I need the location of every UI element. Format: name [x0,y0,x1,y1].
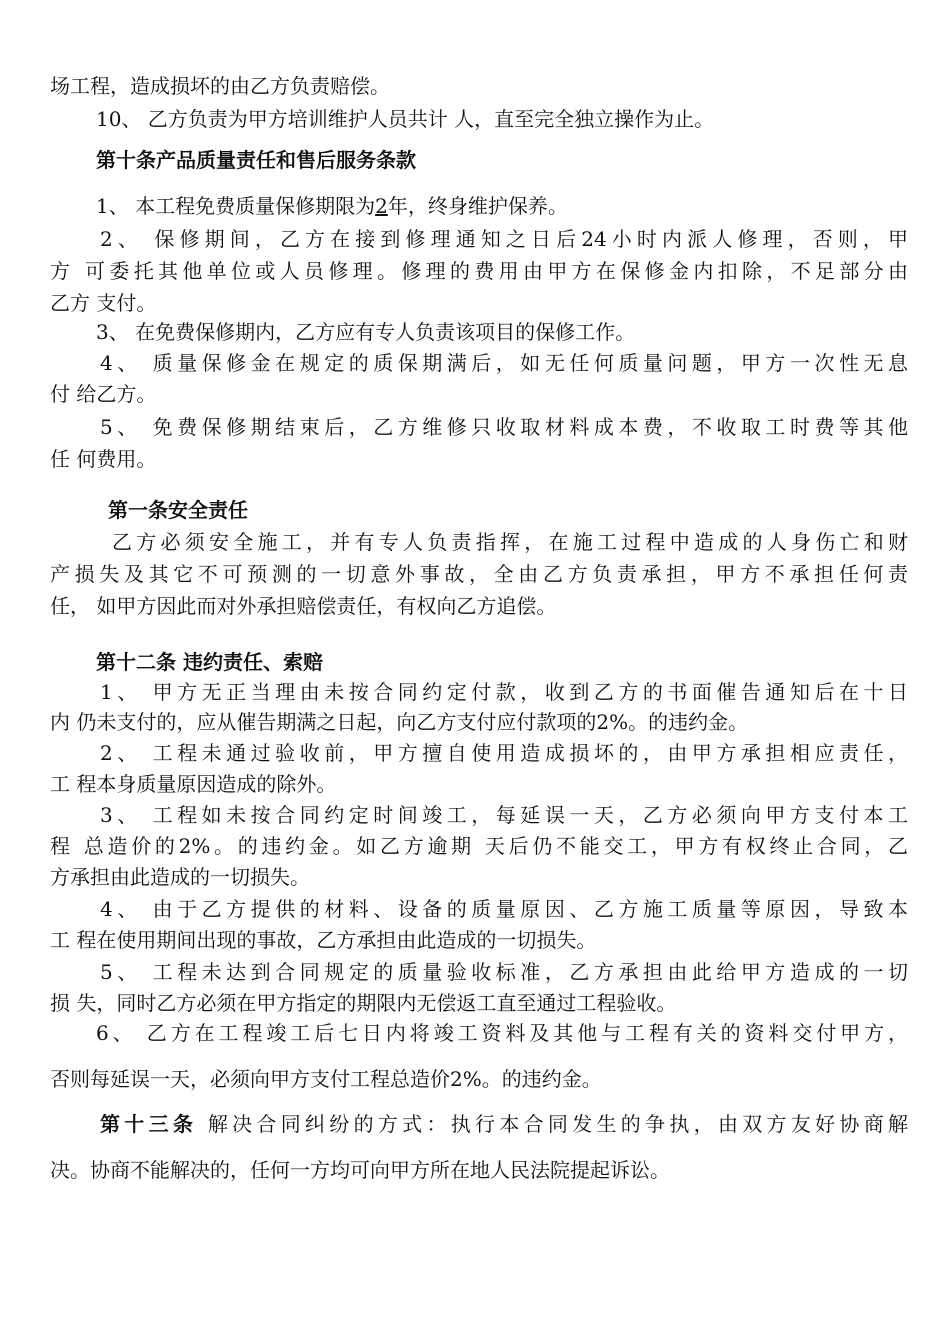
paragraph-line: 决。协商不能解决的，任何一方均可向甲方所在地人民法院提起诉讼。 [50,1158,670,1182]
text-line: 方承担由此造成的一切损失。 [50,865,310,889]
clause-item: 1、 甲方无正当理由未按合同约定付款，收到乙方的书面催告通知后在十日 [100,680,908,704]
warranty-years-blank: 2 [375,194,388,218]
paragraph-line: 产损失及其它不可预测的一切意外事故，全由乙方负责承担，甲方不承担任何责 [50,562,908,586]
clause-item: 5、 免费保修期结束后，乙方维修只收取材料成本费，不收取工时费等其他 [100,415,908,439]
text-line: 方 可委托其他单位或人员修理。修理的费用由甲方在保修金内扣除，不足部分由 [50,259,908,283]
clause-item: 2、 工程未通过验收前，甲方擅自使用造成损坏的，由甲方承担相应责任， [100,741,908,765]
text-line: 损 失，同时乙方必须在甲方指定的期限内无偿返工直至通过工程验收。 [50,991,677,1015]
text-line: 工 程本身质量原因造成的除外。 [50,772,337,796]
text-line: 乙方 支付。 [50,291,157,315]
text-line: 工 程在使用期间出现的事故，乙方承担由此造成的一切损失。 [50,928,597,952]
clause-item: 2、 保修期间，乙方在接到修理通知之日后24小时内派人修理，否则，甲 [100,227,908,251]
text-line: 付 给乙方。 [50,382,157,406]
clause-item: 4、 由于乙方提供的材料、设备的质量原因、乙方施工质量等原因，导致本 [100,897,908,921]
text-line: 场工程，造成损坏的由乙方负责赔偿。 [50,74,390,98]
clause-item: 3、 在免费保修期内，乙方应有专人负责该项目的保修工作。 [96,320,636,344]
text-line: 否则每延误一天，必须向甲方支付工程总造价2%。的违约金。 [50,1067,602,1091]
clause-text: 1、 本工程免费质量保修期限为 [96,194,376,218]
article-13-text: 解决合同纠纷的方式：执行本合同发生的争执，由双方友好协商解 [197,1112,908,1136]
clause-item: 3、 工程如未按合同约定时间竣工，每延误一天，乙方必须向甲方支付本工 [100,803,908,827]
paragraph-line: 任， 如甲方因此而对外承担赔偿责任，有权向乙方追偿。 [50,594,557,618]
text-line: 程 总造价的2%。的违约金。如乙方逾期 天后仍不能交工，甲方有权终止合同，乙 [50,834,908,858]
clause-text: 年，终身维护保养。 [387,194,568,218]
section-heading: 第十二条 违约责任、索赔 [96,650,323,674]
article-13-label: 第十三条 [100,1112,198,1136]
clause-item [96,193,908,219]
clause-item: 5、 工程未达到合同规定的质量验收标准，乙方承担由此给甲方造成的一切 [100,960,908,984]
text-line: 任 何费用。 [50,447,157,471]
section-heading: 第十条产品质量责任和售后服务条款 [96,148,416,172]
section-heading: 第一条安全责任 [108,498,248,522]
text-line: 内 仍未支付的，应从催告期满之日起，向乙方支付应付款项的2%。的违约金。 [50,710,749,734]
clause-item: 6、 乙方在工程竣工后七日内将竣工资料及其他与工程有关的资料交付甲方， [96,1021,908,1045]
clause-item: 4、 质量保修金在规定的质保期满后，如无任何质量问题，甲方一次性无息 [100,351,908,375]
clause-item: 10、 乙方负责为甲方培训维护人员共计 人，直至完全独立操作为止。 [96,107,715,131]
paragraph-line: 乙方必须安全施工，并有专人负责指挥，在施工过程中造成的人身伤亡和财 [112,530,908,554]
paragraph-line [100,1111,908,1137]
